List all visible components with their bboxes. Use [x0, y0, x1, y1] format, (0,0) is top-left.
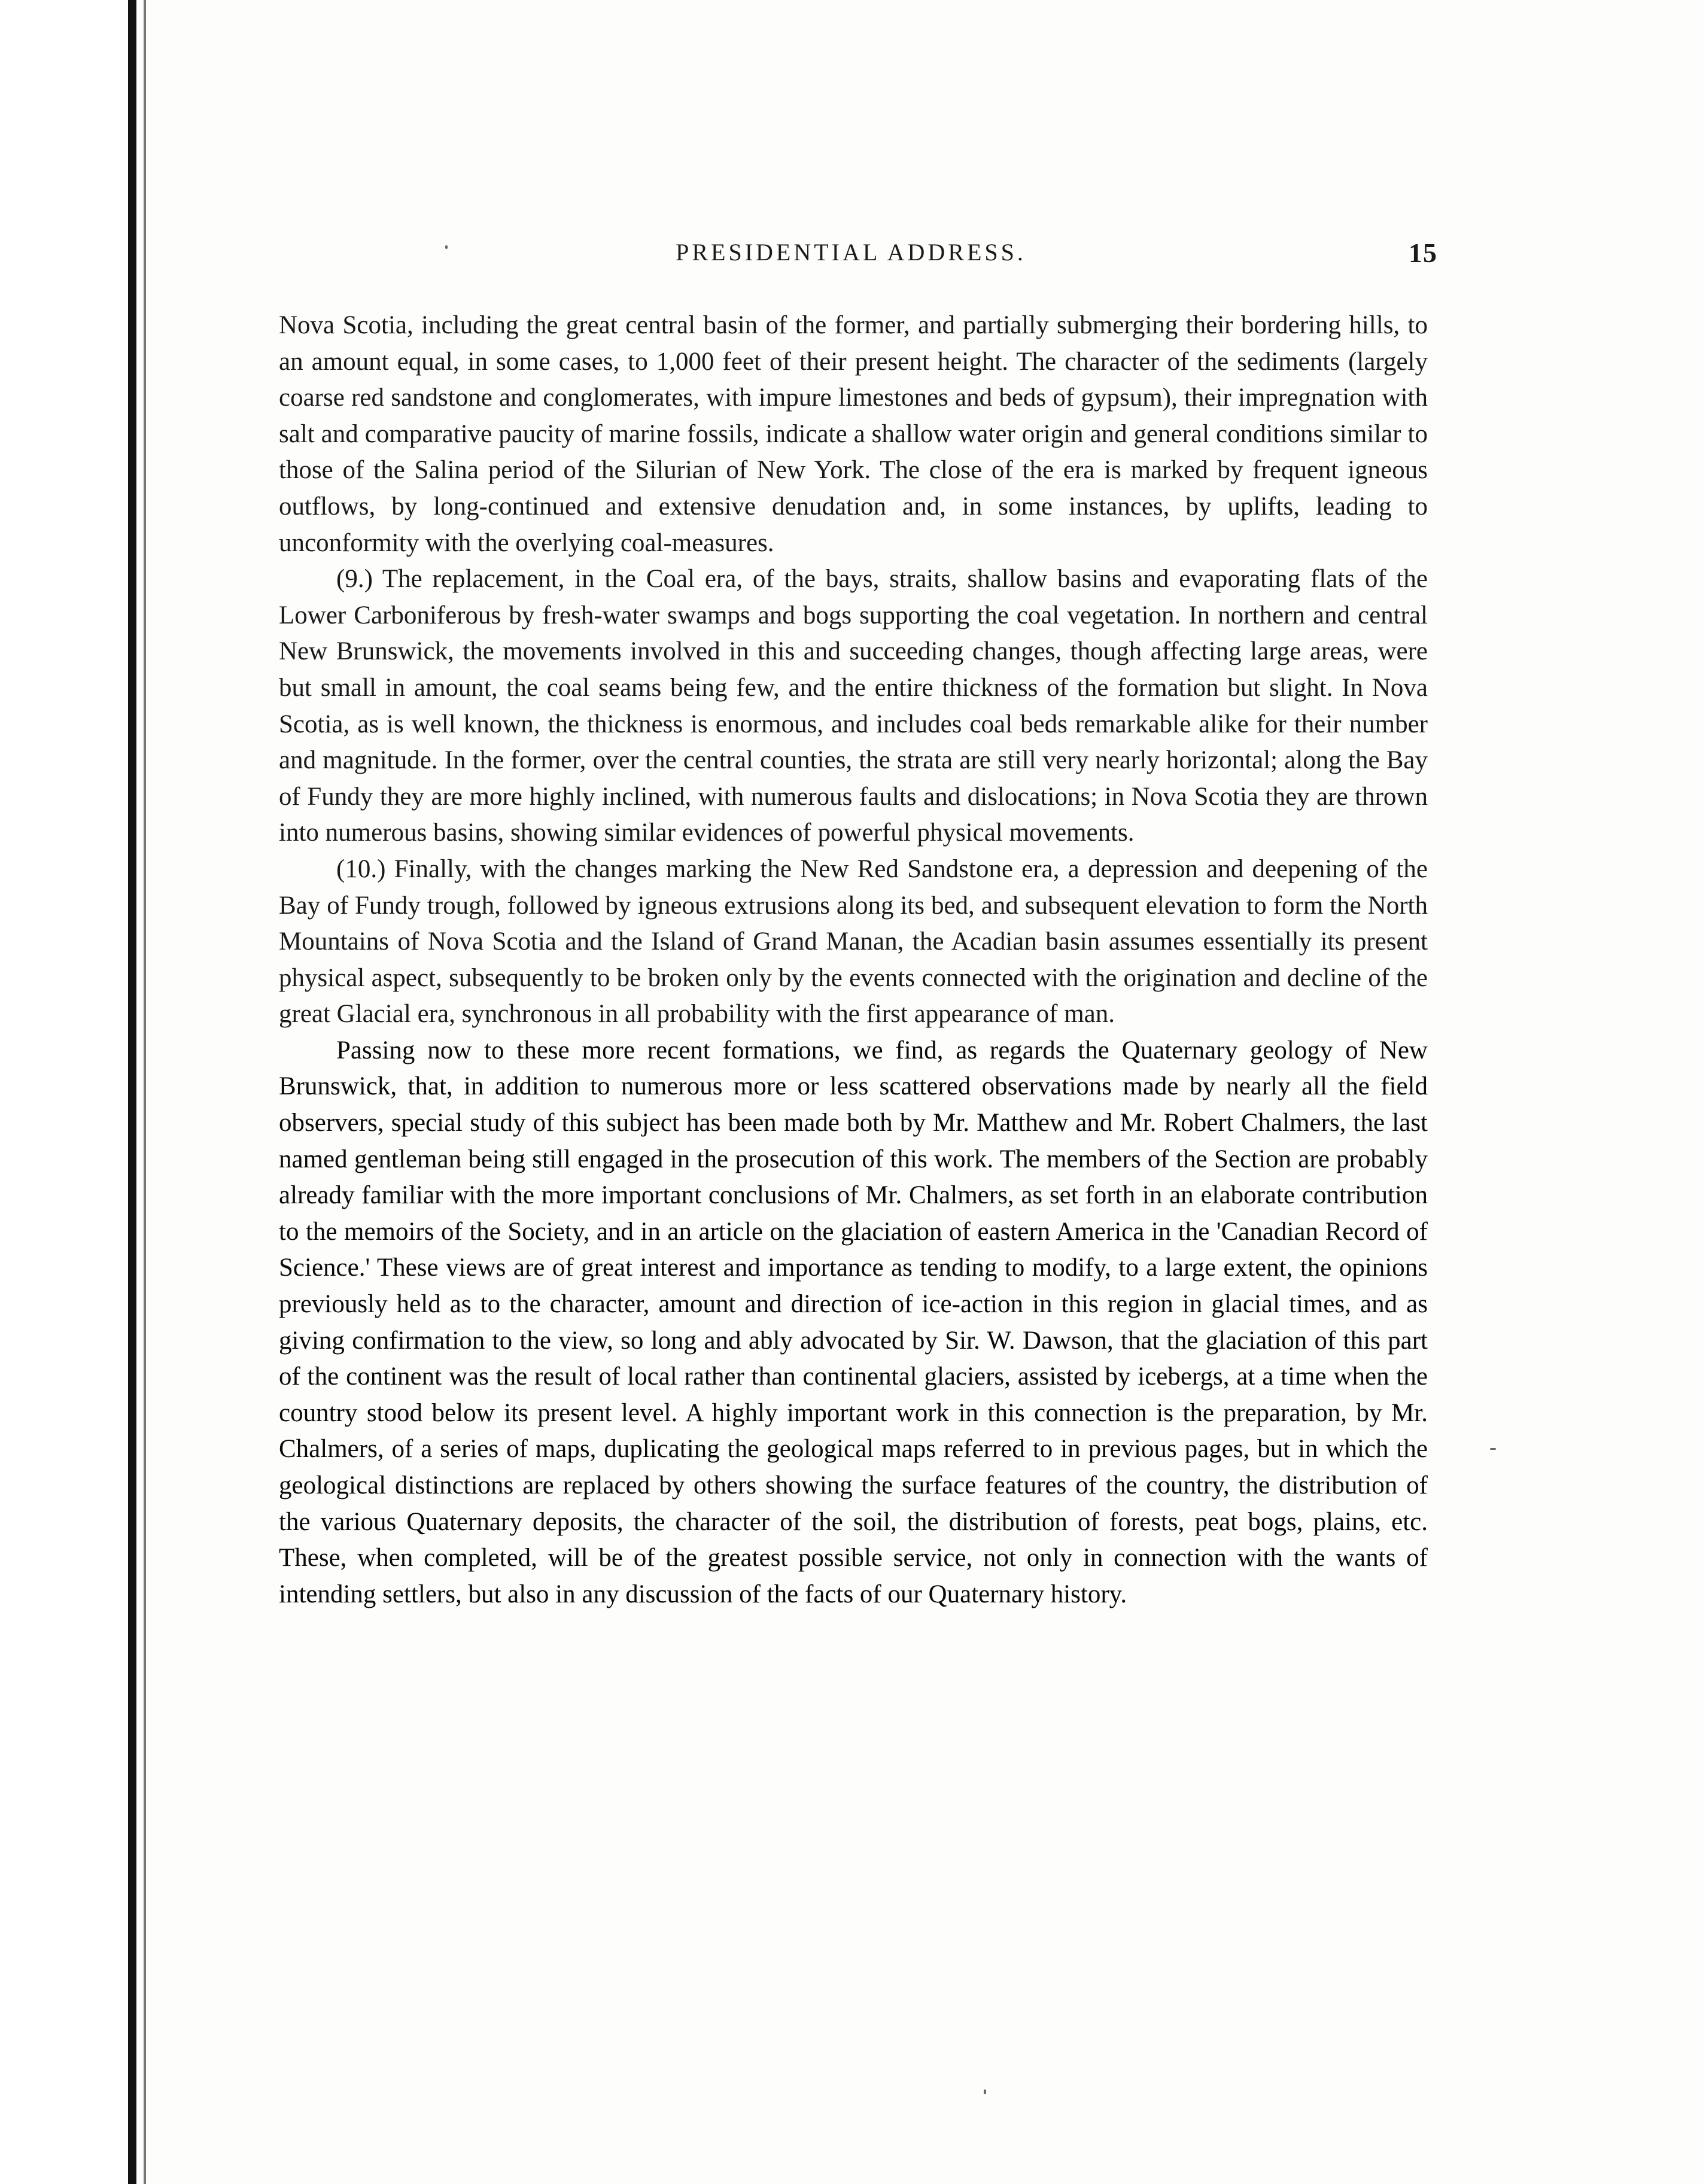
paragraph-item-10: (10.) Finally, with the changes marking the New Red Sandstone era, a depression and deepening of the Bay of Fundy trough, followed by igneous extrusions along its bed, and subsequent elevation to form the North Mountains of Nova Scotia and the Island of Grand Manan, the Acadian basin assumes essentially its present physical aspect, subsequently to be broken only by the events connected with the origination and decline of the great Glacial era, synchronous in all probability with the first appearance of man. [279, 854, 1428, 1029]
body-text [279, 308, 1428, 1613]
binding-margin [0, 0, 120, 2184]
scan-speck [445, 245, 448, 249]
running-header [276, 238, 1437, 274]
paragraph-quaternary-geology: Passing now to these more recent formations, we find, as regards the Quaternary geology of New Brunswick, that, in addition to numerous more or less scattered observations made by nearly all the field observers, special study of this subject has been made both by Mr. Matthew and Mr. Robert Chalmers, the last named gentleman being still engaged in the prosecution of this work. The members of the Section are probably already familiar with the more important conclusions of Mr. Chalmers, as set forth in an elaborate contribution to the memoirs of the Society, and in an article on the glaciation of eastern America in the 'Canadian Record of Science.' These views are of great interest and importance as tending to modify, to a large extent, the opinions previously held as to the character, amount and direction of ice-action in this region in glacial times, and as giving confirmation to the view, so long and ably advocated by Sir. W. Dawson, that the glaciation of this part of the continent was the result of local rather than continental glaciers, assisted by icebergs, at a time when the country stood below its present level. A highly important work in this connection is the preparation, by Mr. Chalmers, of a series of maps, duplicating the geological maps referred to in previous pages, but in which the geological distinctions are replaced by others showing the surface features of the country, the distribution of the various Quaternary deposits, the character of the soil, the distribution of forests, peat bogs, plains, etc. These, when completed, will be of the greatest possible service, not only in connection with the wants of intending settlers, but also in any discussion of the facts of our Quaternary history. [279, 1036, 1428, 1608]
paragraph-item-9: (9.) The replacement, in the Coal era, of the bays, straits, shallow basins and evaporating flats of the Lower Carboniferous by fresh-water swamps and bogs supporting the coal vegetation. In northern and central New Brunswick, the movements involved in this and succeeding changes, though affecting large areas, were but small in amount, the coal seams being few, and the entire thickness of the formation but slight. In Nova Scotia, as is well known, the thickness is enormous, and includes coal beds remarkable alike for their number and magnitude. In the former, over the central counties, the strata are still very nearly horizontal; along the Bay of Fundy they are more highly inclined, with numerous faults and dislocations; in Nova Scotia they are thrown into numerous basins, showing similar evidences of powerful physical movements. [279, 565, 1428, 847]
scan-speck [984, 2089, 986, 2094]
binding-edge-line [128, 0, 136, 2184]
scan-speck [1490, 1448, 1496, 1450]
running-title: PRESIDENTIAL ADDRESS. [676, 239, 1026, 266]
paragraph-continuation: Nova Scotia, including the great central basin of the former, and partially submerging their bordering hills, to an amount equal, in some cases, to 1,000 feet of their present height. The character of the sediments (largely coarse red sandstone and conglomerates, with impure limestones and beds of gypsum), their impregnation with salt and comparative paucity of marine fossils, indicate a shallow water origin and general conditions similar to those of the Salina period of the Silurian of New York. The close of the era is marked by frequent igneous outflows, by long-continued and extensive denudation and, in some instances, by uplifts, leading to unconformity with the overlying coal-measures. [279, 311, 1428, 557]
page-number: 15 [1409, 238, 1437, 268]
binding-edge-shadow [144, 0, 146, 2184]
